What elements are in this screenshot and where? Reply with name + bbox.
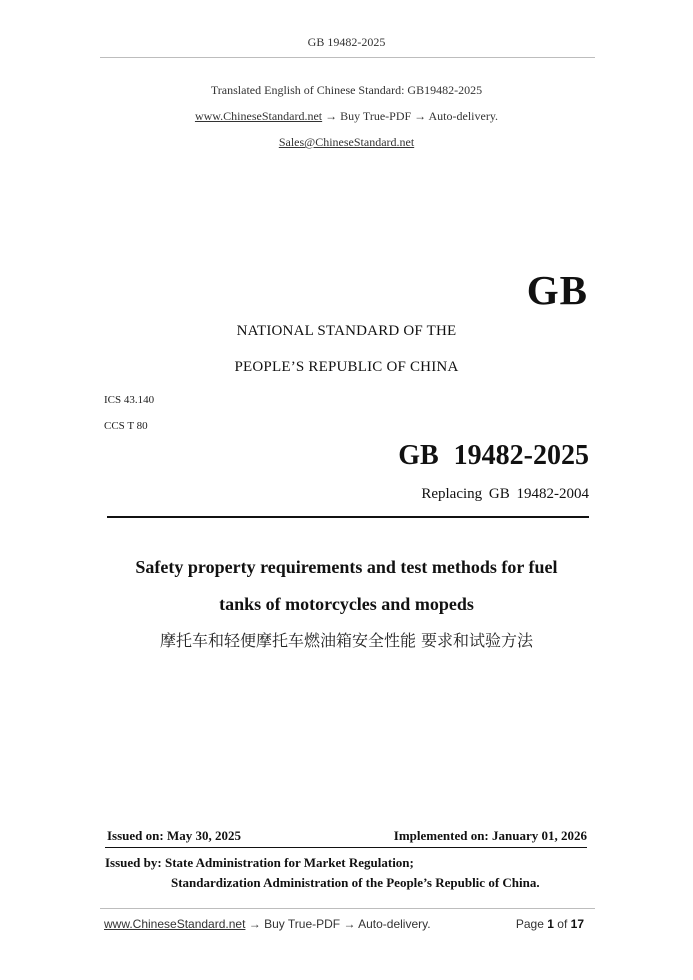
title-english-line2: tanks of motorcycles and mopeds: [219, 594, 474, 614]
translated-notice: Translated English of Chinese Standard: GB19482-2025: [210, 83, 483, 97]
header-standard-code: GB 19482-2025: [307, 35, 386, 49]
of-label: of: [557, 917, 568, 931]
implemented-on-date: Implemented on: January 01, 2026: [393, 828, 587, 843]
standard-number: GB 19482-2025: [398, 440, 589, 471]
footer-divider: [100, 908, 595, 909]
page-indicator: [516, 917, 584, 931]
issued-by-line1: Issued by: State Administration for Market Regulation;: [105, 855, 414, 870]
title-divider: [107, 516, 589, 518]
sales-line: [0, 135, 693, 150]
replacing-note: Replacing GB 19482-2004: [421, 486, 589, 502]
national-standard-line2: PEOPLE’S REPUBLIC OF CHINA: [234, 359, 459, 375]
site-line: [0, 109, 693, 124]
national-standard-line1: NATIONAL STANDARD OF THE: [236, 323, 457, 339]
sales-email-link[interactable]: Sales@ChineseStandard.net: [278, 135, 415, 149]
issued-by-line2: Standardization Administration of the People’s Republic of China.: [171, 875, 540, 890]
page-number: 1: [547, 917, 554, 931]
footer-site-line: [104, 917, 431, 931]
ccs-code: CCS T 80: [104, 420, 148, 432]
title-english-line1: Safety property requirements and test methods for fuel: [135, 557, 558, 577]
site-link[interactable]: www.ChineseStandard.net: [194, 109, 323, 123]
footer-site-link[interactable]: www.ChineseStandard.net: [104, 917, 246, 931]
footer-site-tail: → Buy True-PDF → Auto-delivery.: [245, 917, 431, 931]
page-total: 17: [570, 917, 584, 931]
page-label: Page: [515, 917, 544, 931]
issued-on-date: Issued on: May 30, 2025: [107, 828, 241, 843]
title-chinese: 摩托车和轻便摩托车燃油箱安全性能 要求和试验方法: [159, 631, 534, 650]
ics-code: ICS 43.140: [104, 394, 155, 406]
site-line-tail: → Buy True-PDF → Auto-delivery.: [322, 109, 499, 123]
header-divider: [100, 57, 595, 58]
gb-logo: GB: [526, 267, 588, 313]
dates-divider: [105, 847, 587, 848]
